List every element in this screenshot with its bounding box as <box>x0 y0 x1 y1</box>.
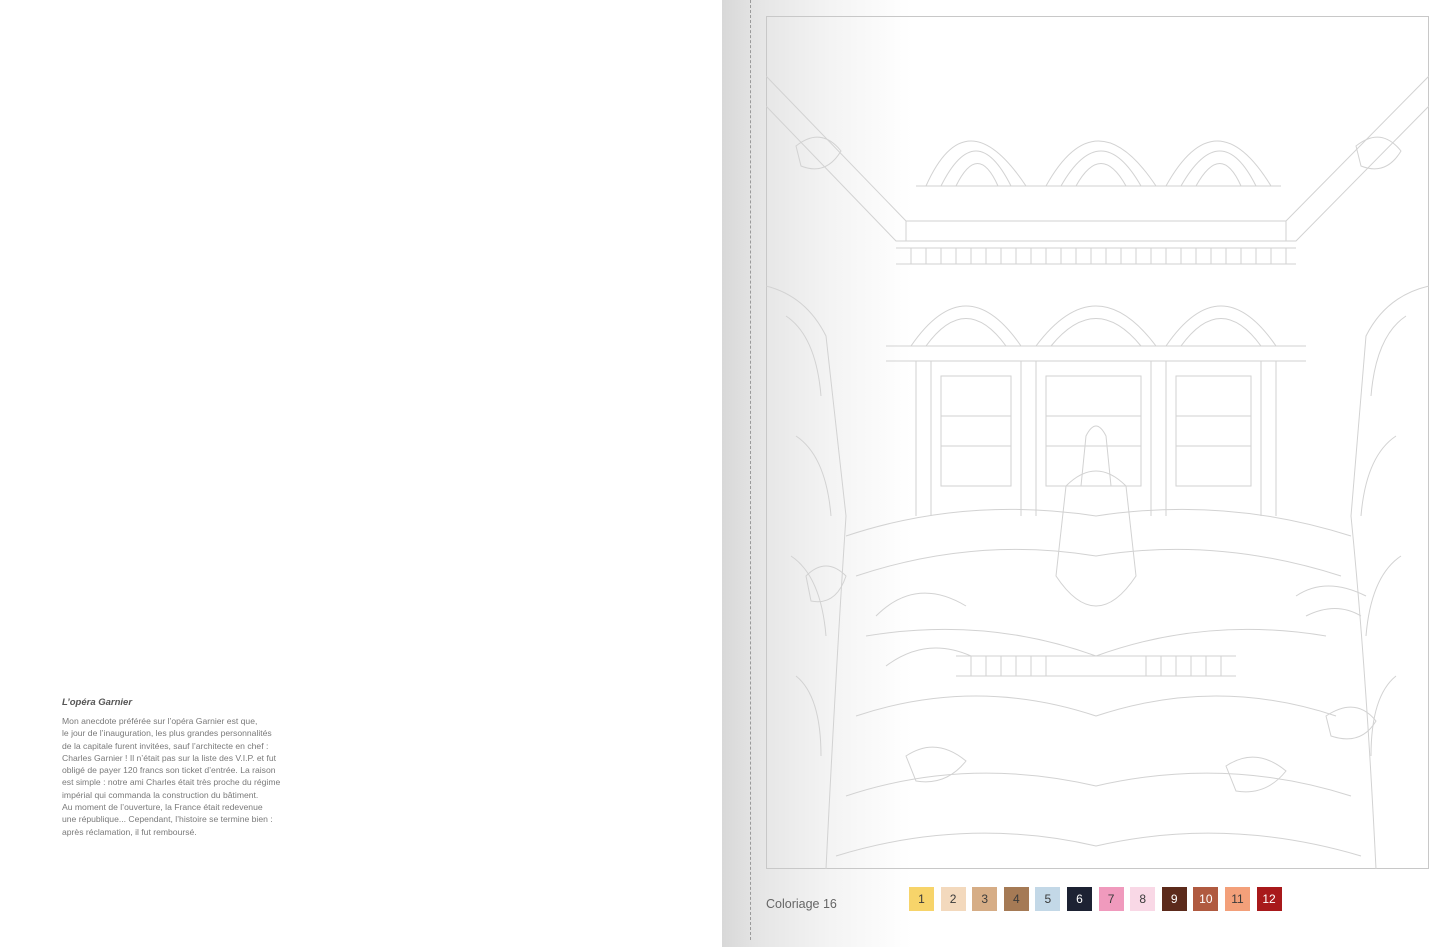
anecdote-line: une république... Cependant, l’histoire se termine bien : <box>62 814 273 825</box>
anecdote-line: est simple : notre ami Charles était très proche du régime <box>62 777 281 788</box>
anecdote-line: obligé de payer 120 francs son ticket d’entrée. La raison <box>62 765 276 776</box>
color-palette <box>909 887 1288 911</box>
palette-swatch: 12 <box>1257 887 1282 911</box>
palette-swatch: 3 <box>972 887 997 911</box>
anecdote-line: après réclamation, il fut remboursé. <box>62 826 197 837</box>
anecdote-text <box>62 715 322 838</box>
palette-swatch: 6 <box>1067 887 1092 911</box>
anecdote-line: impérial qui commanda la construction du bâtiment. <box>62 789 259 800</box>
right-page <box>722 0 1445 947</box>
palette-swatch: 2 <box>941 887 966 911</box>
anecdote-line: Mon anecdote préférée sur l’opéra Garnier est que, <box>62 716 258 726</box>
anecdote-line: de la capitale furent invitées, sauf l’architecte en chef : <box>62 740 269 751</box>
anecdote-line: Charles Garnier ! Il n’était pas sur la liste des V.I.P. et fut <box>62 752 276 763</box>
palette-swatch: 11 <box>1225 887 1250 911</box>
palette-swatch: 9 <box>1162 887 1187 911</box>
palette-swatch: 4 <box>1004 887 1029 911</box>
palette-swatch: 7 <box>1099 887 1124 911</box>
coloring-label: Coloriage 16 <box>766 897 837 911</box>
anecdote-title: L’opéra Garnier <box>62 697 133 708</box>
anecdote-line: Au moment de l’ouverture, la France était redevenue <box>62 802 263 813</box>
coloring-artwork <box>766 16 1429 869</box>
binding-cut-line <box>750 0 751 940</box>
palette-swatch: 1 <box>909 887 934 911</box>
palette-swatch: 5 <box>1035 887 1060 911</box>
anecdote-block <box>62 697 322 838</box>
anecdote-line: le jour de l’inauguration, les plus grandes personnalités <box>62 728 272 739</box>
palette-swatch: 8 <box>1130 887 1155 911</box>
palette-swatch: 10 <box>1193 887 1218 911</box>
left-page <box>0 0 722 947</box>
